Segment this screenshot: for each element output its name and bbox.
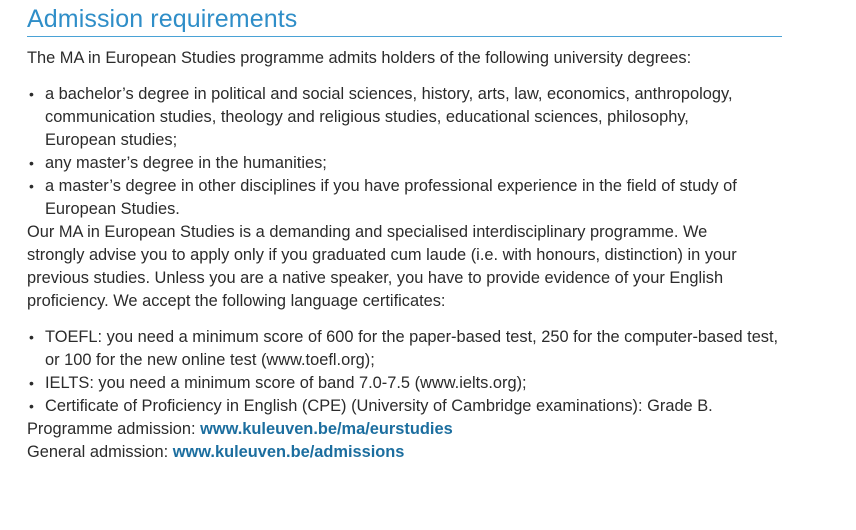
certificate-item-text: TOEFL: you need a minimum score of 600 for the paper-based test, 250 for the computer-based test, or 100 for the new online test (www.toefl.org); [45,328,779,369]
list-item [27,175,757,221]
bullet-icon: • [29,398,34,414]
degree-item-text: a master’s degree in other disciplines if you have professional experience in the field of study of European Studies. [45,177,737,218]
programme-admission-link[interactable]: www.kuleuven.be/ma/eurstudies [200,420,453,438]
bullet-icon: • [29,375,34,391]
certificate-list [27,326,787,418]
certificate-item-text: IELTS: you need a minimum score of band 7.0-7.5 (www.ielts.org); [45,374,527,392]
list-item [27,152,757,175]
heading-divider [27,36,782,37]
list-item [27,326,787,372]
list-item [27,372,787,395]
programme-admission-label: Programme admission: [27,420,201,438]
list-item [27,395,787,418]
programme-admission-line [27,418,827,441]
admission-links [27,418,827,464]
general-admission-link[interactable]: www.kuleuven.be/admissions [172,443,405,461]
certificate-item-text: Certificate of Proficiency in English (CPE) (University of Cambridge examinations): Grade B. [45,397,713,415]
list-item [27,83,757,152]
general-admission-label: General admission: [27,443,173,461]
section-body [27,47,827,464]
degree-item-text: any master’s degree in the humanities; [45,154,327,172]
bullet-icon: • [29,178,34,194]
bullet-icon: • [29,329,34,345]
intro-paragraph: The MA in European Studies programme admits holders of the following university degrees: [27,49,692,67]
bullet-icon: • [29,155,34,171]
degree-list [27,83,757,221]
section-heading: Admission requirements [27,5,298,33]
general-admission-line [27,441,827,464]
bullet-icon: • [29,86,34,102]
advice-paragraph: Our MA in European Studies is a demanding and specialised interdisciplinary programme. We strongly advise you to apply only if you graduated cum laude (i.e. with honours, distinction) in your previous studies. Unless you are a native speaker, you have to provide evidence of your English proficiency. We accept the following language certificates: [27,223,737,310]
degree-item-text: a bachelor’s degree in political and social sciences, history, arts, law, economics, anthropology, communication studies, theology and religious studies, educational sciences, philosophy, European studies; [45,85,733,149]
